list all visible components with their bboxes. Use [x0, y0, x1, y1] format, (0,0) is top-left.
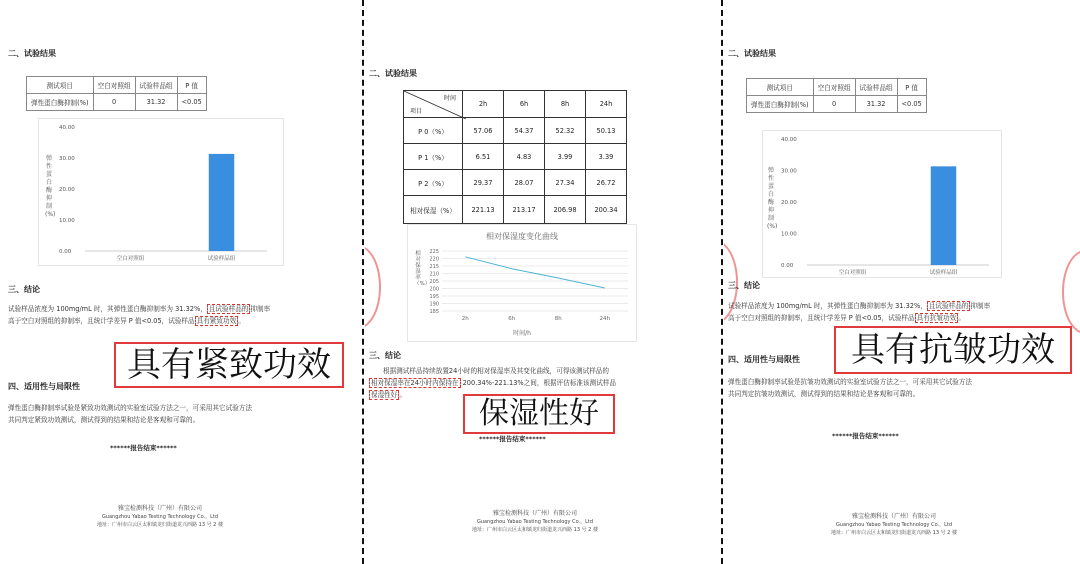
- text: 。: [399, 391, 406, 399]
- section-results-heading: 二、试验结果: [8, 49, 56, 58]
- table-header-row: [404, 91, 627, 118]
- table-row: [404, 118, 627, 144]
- table-cell: 3.39: [586, 144, 627, 170]
- conclusion-line-2: [8, 315, 270, 327]
- report-end-marker: ******报告结束******: [479, 435, 546, 443]
- conclusion-line-2: [369, 377, 616, 389]
- table-cell: 0: [813, 96, 855, 113]
- header-cell: P 值: [897, 79, 926, 96]
- table-cell: 31.32: [855, 96, 897, 113]
- table-cell: 200.34: [586, 196, 627, 224]
- x-tick-label: 6h: [508, 316, 516, 322]
- bar-chart-plot: [39, 119, 283, 265]
- y-tick-label: 40.00: [59, 125, 75, 131]
- y-tick-label: 10.00: [59, 218, 75, 224]
- report-end-marker: ******报告结束******: [832, 432, 899, 440]
- table-header-row: [747, 79, 927, 96]
- header-cell: 空白对照组: [813, 79, 855, 96]
- table-cell: 206.98: [545, 196, 586, 224]
- row-label: 相对保湿（%）: [404, 196, 463, 224]
- header-cell: P 值: [177, 77, 206, 94]
- table-cell: 27.34: [545, 170, 586, 196]
- footer-company-cn: 雅宝检测科技（广州）有限公司: [117, 505, 202, 512]
- highlight-mark: 且试验样品的: [208, 305, 249, 313]
- highlight-mark: 保湿性好: [371, 391, 398, 399]
- text: 200.34%-221.13%之间，根据评估标准该测试样品: [460, 379, 616, 387]
- footer: [40, 505, 280, 529]
- header-cell: 测试项目: [747, 79, 814, 96]
- table-cell: 26.72: [586, 170, 627, 196]
- moisture-table: [403, 90, 627, 224]
- text: 高于空白对照组的抑制率，且统计学差异 P 值<0.05，试验样品: [728, 314, 915, 322]
- bar-chart: [38, 118, 284, 266]
- y-tick-label: 20.00: [59, 187, 75, 193]
- results-table: [26, 76, 207, 111]
- highlight-mark: 且试验样品的: [928, 302, 969, 310]
- table-row: [404, 196, 627, 224]
- table-cell: <0.05: [177, 94, 206, 111]
- conclusion-stamp: 具有抗皱功效: [834, 326, 1072, 374]
- row-label: P 1（%）: [404, 144, 463, 170]
- text: 抑制率: [970, 302, 991, 310]
- section-scope-heading: 四、适用性与局限性: [728, 355, 800, 364]
- corner-bottom-label: 项目: [410, 108, 423, 115]
- highlight-mark: 相对保湿率在24小时内保持在: [371, 379, 459, 387]
- text: 。: [238, 317, 245, 325]
- x-tick-label: 8h: [554, 316, 562, 322]
- y-tick-label: 200: [429, 286, 439, 293]
- table-cell: 221.13: [463, 196, 504, 224]
- y-axis-label: 相对保湿率（%）: [414, 251, 431, 287]
- x-tick-label: 2h: [461, 316, 469, 322]
- header-cell: 测试项目: [27, 77, 94, 94]
- column-header: 8h: [545, 91, 586, 118]
- x-axis-label: 时间/h: [513, 330, 531, 337]
- y-axis-label: 弹性蛋白酶抑制(%): [45, 155, 56, 218]
- y-tick-label: 40.00: [781, 137, 797, 143]
- table-row: [747, 96, 927, 113]
- table-header-row: [27, 77, 207, 94]
- y-tick-label: 190: [429, 301, 439, 308]
- line-chart: [407, 224, 637, 342]
- table-cell: 29.37: [463, 170, 504, 196]
- footer-company-cn: 雅宝检测科技（广州）有限公司: [851, 513, 936, 520]
- scope-line-2: 共同判定紧致功效测试，测试得到的结果和结论是客观和可靠的。: [8, 416, 200, 424]
- scope-paragraph: [728, 376, 972, 400]
- table-cell: <0.05: [897, 96, 926, 113]
- bar-chart-plot: [763, 131, 1001, 277]
- x-tick-label: 空白对照组: [838, 270, 867, 276]
- x-tick-label: 试验样品组: [929, 270, 958, 276]
- table-cell: 4.83: [504, 144, 545, 170]
- y-tick-label: 30.00: [781, 168, 797, 175]
- footer-company-en: Guangzhou Yabao Testing Technology Co.，Ltd: [101, 514, 219, 520]
- bar: [209, 154, 234, 251]
- table-cell: 3.99: [545, 144, 586, 170]
- footer: [405, 510, 665, 534]
- column-header: 2h: [463, 91, 504, 118]
- section-scope-heading: 四、适用性与局限性: [8, 382, 80, 391]
- scope-line-2: 共同判定抗皱功效测试，测试得到的结果和结论是客观和可靠的。: [728, 390, 920, 398]
- report-page-moisturizing: [365, 0, 720, 564]
- report-end-marker: ******报告结束******: [110, 444, 177, 452]
- row-label: P 2（%）: [404, 170, 463, 196]
- header-cell: 空白对照组: [93, 77, 135, 94]
- table-cell: 弹性蛋白酶抑制(%): [747, 96, 814, 113]
- x-tick-label: 24h: [599, 316, 610, 322]
- x-tick-label: 试验样品组: [207, 256, 236, 262]
- y-tick-label: 205: [429, 279, 439, 285]
- conclusion-line-1: 根据测试样品持续放置24小时的相对保湿率及其变化曲线，可得该测试样品的: [383, 367, 609, 375]
- footer-company-en: Guangzhou Yabao Testing Technology Co.，Ltd: [476, 519, 594, 525]
- red-seal-partial: [365, 245, 381, 329]
- series-line: [465, 257, 605, 288]
- section-conclusion-heading: 三、结论: [369, 351, 401, 360]
- section-results-heading: 二、试验结果: [728, 49, 776, 58]
- highlight-mark: 具有抗皱功效: [916, 314, 957, 322]
- footer: [764, 513, 1024, 537]
- text: 试验样品浓度为 100mg/mL 时，其弹性蛋白酶抑制率为 31.32%，: [728, 302, 927, 310]
- y-tick-label: 0.00: [59, 249, 72, 255]
- column-header: 6h: [504, 91, 545, 118]
- report-page-firming: [0, 0, 362, 564]
- table-cell: 57.06: [463, 118, 504, 144]
- table-row: [27, 94, 207, 111]
- footer-company-cn: 雅宝检测科技（广州）有限公司: [492, 510, 577, 517]
- column-header: 24h: [586, 91, 627, 118]
- y-tick-label: 10.00: [781, 231, 797, 238]
- x-tick-label: 空白对照组: [116, 256, 145, 262]
- y-tick-label: 30.00: [59, 156, 75, 162]
- y-tick-label: 0.00: [781, 263, 794, 269]
- conclusion-line-2: [728, 312, 990, 324]
- table-cell: 54.37: [504, 118, 545, 144]
- table-cell: 213.17: [504, 196, 545, 224]
- y-axis-label: 弹性蛋白酶抑制(%): [767, 167, 778, 230]
- section-conclusion-heading: 三、结论: [728, 281, 760, 290]
- text: 抑制率: [250, 305, 271, 313]
- table-cell: 31.32: [135, 94, 177, 111]
- chart-title: 相对保湿度变化曲线: [486, 232, 558, 241]
- results-table: [746, 78, 927, 113]
- text: 高于空白对照组的抑制率，且统计学差异 P 值<0.05，试验样品: [8, 317, 195, 325]
- conclusion-line-1: [8, 303, 270, 315]
- footer-address: 地址：广州市白云区太和镇龙归街道龙兴西路 13 号 2 楼: [831, 530, 957, 536]
- highlight-mark: 具有紧致功效: [196, 317, 237, 325]
- table-cell: 50.13: [586, 118, 627, 144]
- report-page-antiwrinkle: [724, 0, 1080, 564]
- corner-header-cell: [404, 91, 463, 118]
- section-conclusion-heading: 三、结论: [8, 285, 40, 294]
- conclusion-paragraph: [728, 300, 990, 324]
- line-chart-plot: [408, 225, 636, 341]
- scope-line-1: 弹性蛋白酶抑制率试验是紧致功效测试的实验室试验方法之一，可采用其它试验方法: [8, 404, 252, 412]
- table-cell: 52.32: [545, 118, 586, 144]
- row-label: P 0（%）: [404, 118, 463, 144]
- conclusion-line-1: [728, 300, 990, 312]
- y-tick-label: 225: [429, 249, 439, 255]
- footer-address: 地址：广州市白云区太和镇龙归街道龙兴西路 13 号 2 楼: [97, 522, 223, 528]
- page-divider: [721, 0, 723, 564]
- red-seal-partial: [1062, 250, 1080, 334]
- table-cell: 6.51: [463, 144, 504, 170]
- y-tick-label: 20.00: [781, 200, 797, 206]
- text: 。: [958, 314, 965, 322]
- table-cell: 0: [93, 94, 135, 111]
- y-tick-label: 185: [429, 309, 439, 315]
- bar: [931, 166, 956, 265]
- header-cell: 试验样品组: [135, 77, 177, 94]
- conclusion-paragraph: [8, 303, 270, 327]
- text: 试验样品浓度为 100mg/mL 时，其弹性蛋白酶抑制率为 31.32%，: [8, 305, 207, 313]
- conclusion-stamp: 保湿性好: [463, 394, 615, 434]
- table-row: [404, 170, 627, 196]
- table-cell: 弹性蛋白酶抑制(%): [27, 94, 94, 111]
- y-tick-label: 215: [429, 264, 439, 270]
- conclusion-stamp: 具有紧致功效: [114, 342, 344, 388]
- bar-chart: [762, 130, 1002, 278]
- header-cell: 试验样品组: [855, 79, 897, 96]
- page-divider: [362, 0, 364, 564]
- y-tick-label: 220: [429, 256, 439, 263]
- footer-address: 地址：广州市白云区太和镇龙归街道龙兴西路 13 号 2 楼: [472, 527, 598, 533]
- table-row: [404, 144, 627, 170]
- table-cell: 28.07: [504, 170, 545, 196]
- corner-top-label: 时间: [443, 95, 456, 102]
- scope-paragraph: [8, 402, 252, 426]
- scope-line-1: 弹性蛋白酶抑制率试验是抗皱功效测试的实验室试验方法之一，可采用其它试验方法: [728, 378, 972, 386]
- y-tick-label: 210: [429, 271, 439, 278]
- footer-company-en: Guangzhou Yabao Testing Technology Co.，Ltd: [835, 522, 953, 528]
- section-results-heading: 二、试验结果: [369, 69, 417, 78]
- y-tick-label: 195: [429, 294, 439, 300]
